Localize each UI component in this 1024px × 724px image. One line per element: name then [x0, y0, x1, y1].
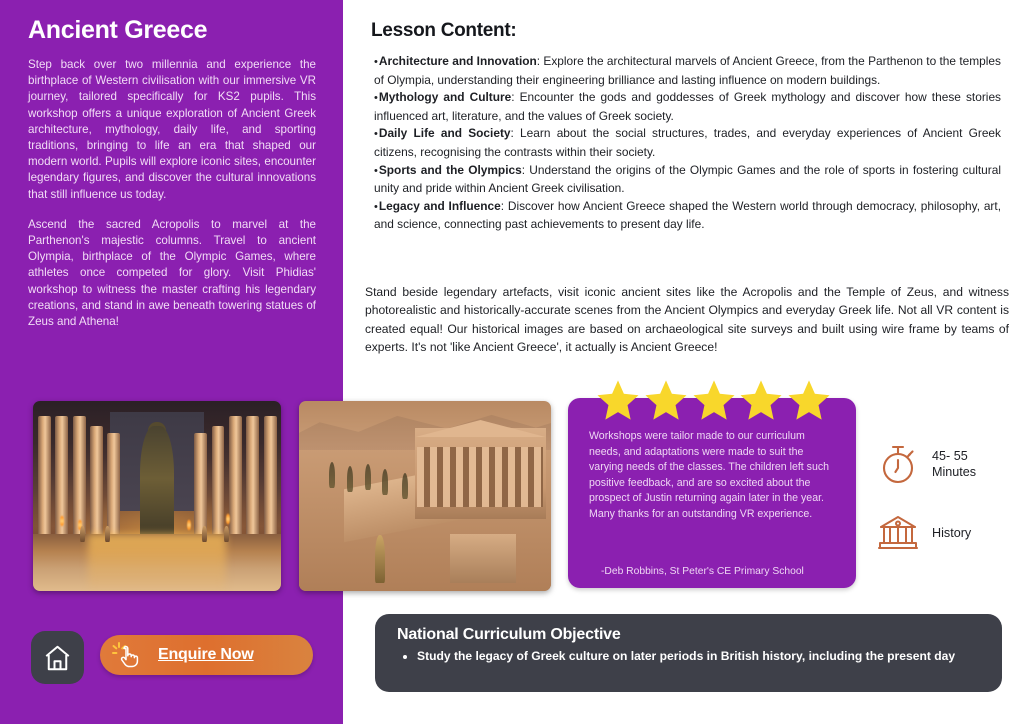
- visitor-figure: [105, 526, 110, 542]
- lesson-item-text: : Learn about the social structures, trades, and everyday experiences of Ancient Greek citizens, recognising the contrasts within their society.: [374, 126, 1001, 159]
- curriculum-objectives: [397, 648, 980, 665]
- list-item: • Study the legacy of Greek culture on later periods in British history, including the present day: [417, 648, 980, 665]
- subject-text: History: [932, 525, 972, 540]
- star-icon: [692, 378, 736, 422]
- visitor-figure: [224, 526, 229, 542]
- list-item: [374, 53, 1001, 89]
- curriculum-title: National Curriculum Objective: [397, 626, 621, 643]
- home-icon: [42, 643, 73, 673]
- lesson-item-label: Daily Life and Society: [378, 126, 511, 141]
- list-item: [374, 89, 1001, 125]
- torch-flame: [187, 519, 191, 531]
- temple-interior-art: [33, 401, 281, 591]
- list-item: [374, 162, 1001, 198]
- lesson-content-heading: Lesson Content:: [371, 20, 517, 41]
- lesson-item-text: : Encounter the gods and goddesses of Greek mythology and discover how these stories influenced art, literature, and the values of Greek society.: [374, 90, 1001, 123]
- testimonial-attribution: -Deb Robbins, St Peter's CE Primary School: [601, 566, 804, 577]
- enquire-now-button[interactable]: [100, 635, 313, 675]
- home-button[interactable]: [31, 631, 84, 684]
- star-icon: [644, 378, 688, 422]
- sidebar-paragraph-1: Step back over two millennia and experience the birthplace of Western civilisation with our immersive VR journey, tailored specifically for KS2 pupils. This workshop offers a unique exploration of Ancient Greek architecture, mythology, daily life, and sporting traditions, bringing to life an era that shaped our modern world. Pupils will explore iconic sites, encounter legendary figures, and discover the cultural innovations that still influence us today.: [28, 58, 316, 201]
- lesson-item-text: : Explore the architectural marvels of Ancient Greece, from the Parthenon to the temples of Olympia, understanding their engineering brilliance and lasting influence on modern buildings.: [374, 54, 1001, 87]
- duration-info: [877, 442, 1012, 486]
- rating-stars: [596, 378, 831, 422]
- temple-column: [194, 433, 207, 536]
- testimonial-card: [568, 398, 856, 588]
- list-item: [374, 198, 1001, 234]
- athena-statue: [140, 426, 175, 544]
- lesson-item-text: : Understand the origins of the Olympic Games and the role of sports in fostering cultural unity and pride within Ancient Greek civilisation.: [374, 162, 1001, 196]
- main-content: [343, 0, 1024, 724]
- image-temple-interior: [33, 401, 281, 591]
- temple-column: [90, 426, 103, 540]
- enquire-now-label: Enquire Now: [158, 646, 254, 663]
- star-icon: [739, 378, 783, 422]
- lesson-content-list: [374, 53, 1001, 234]
- temple-column: [246, 416, 259, 549]
- sidebar-panel: [0, 0, 343, 724]
- temple-column: [38, 416, 51, 549]
- temple-column: [55, 416, 68, 549]
- museum-building-icon: [877, 512, 919, 554]
- lesson-item-label: Architecture and Innovation: [378, 54, 537, 68]
- visitor-figure: [202, 526, 207, 542]
- visitor-figure: [80, 526, 85, 542]
- stopwatch-icon: [877, 442, 919, 486]
- summary-paragraph: Stand beside legendary artefacts, visit iconic ancient sites like the Acropolis and the Temple of Zeus, and witness photorealistic and historically-accurate scenes from the Ancient Olympics and everyday Greek life. Not all VR content is created equal! Our historical images are based on archaeological site surveys and built using wire frame by teams of experts. It's not 'like Ancient Greece', it actually is Ancient Greece!: [365, 285, 1009, 355]
- temple-floor: [33, 534, 281, 591]
- duration-text: 45- 55 Minutes: [932, 448, 977, 479]
- list-item: [374, 125, 1001, 161]
- star-icon: [787, 378, 831, 422]
- lesson-item-label: Sports and the Olympics: [378, 162, 522, 177]
- sidebar-description: [28, 57, 316, 344]
- temple-column: [107, 433, 120, 536]
- page-title: Ancient Greece: [28, 16, 208, 44]
- star-icon: [596, 378, 640, 422]
- testimonial-quote: Workshops were tailor made to our curriculum needs, and adaptations were made to suit the varying needs of the classes. The children left such positive feedback, and are so excited about the prospect of Justin returning again later in the year. Many thanks for an outstanding VR experience.: [589, 430, 830, 520]
- lesson-item-text: : Discover how Ancient Greece shaped the Western world through democracy, philosophy, art, and science, connecting past achievements to present day life.: [374, 198, 1002, 232]
- temple-column: [229, 416, 242, 549]
- temple-column: [264, 416, 277, 549]
- sidebar-paragraph-2: Ascend the sacred Acropolis to marvel at the Parthenon's majestic columns. Travel to ancient Olympia, birthplace of the Olympic Games, where athletes once competed for glory. Visit Phidias' workshop to witness the master crafting his legendary creations, and stand in awe beneath towering statues of Zeus and Athena!: [28, 217, 316, 329]
- click-hand-icon: [112, 641, 142, 669]
- lesson-item-label: Mythology and Culture: [378, 90, 512, 105]
- subject-info: [877, 512, 971, 554]
- temple-column: [212, 426, 225, 540]
- national-curriculum-box: [375, 614, 1002, 692]
- lesson-item-label: Legacy and Influence: [378, 198, 501, 213]
